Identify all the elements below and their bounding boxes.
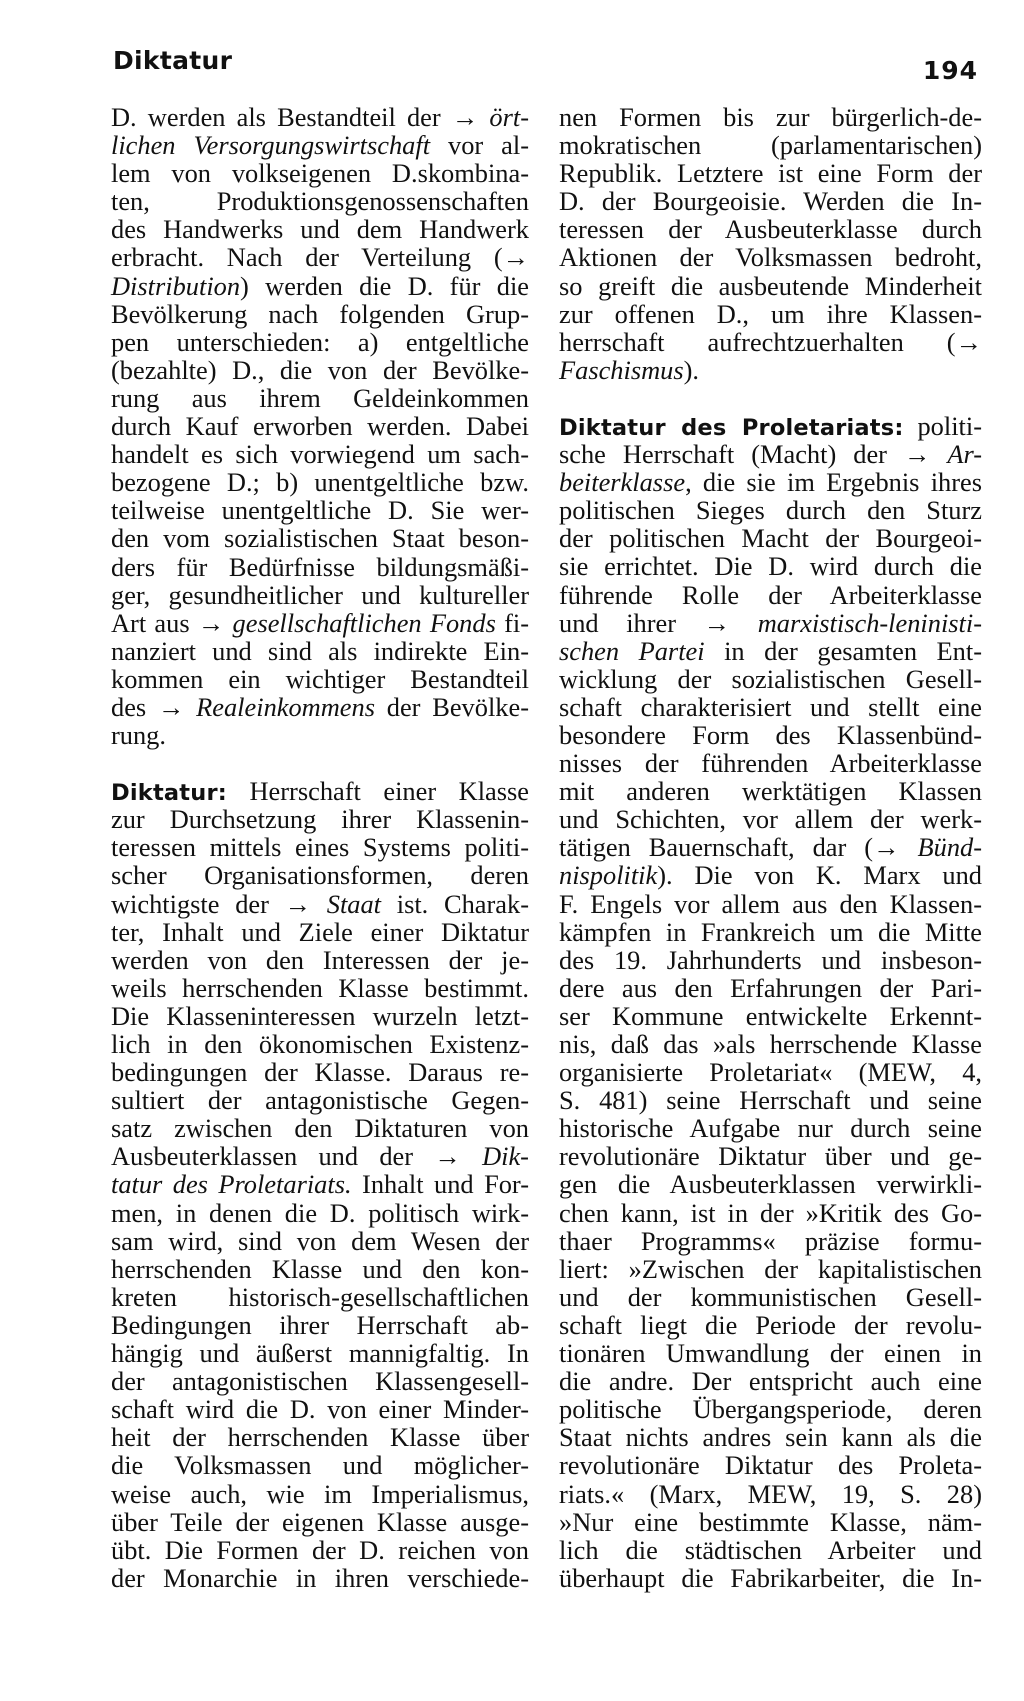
entry-diktatur-des-proletariats: Diktatur des Proletariats: politi- sche Herrschaft (Macht) der → Ar- beiterklasse, die sie im Ergebnis ihres politischen Sieges durch den Sturz der politischen Macht der Bourgeoi- sie errichtet. Die D. wird durch die führende Rolle der Arbeiterklasse und ihrer → marxistisch-leninisti- schen Partei in der gesamten Ent- wicklung der sozialistischen Gesell- schaft charakterisiert und stellt eine besondere Form des Klassenbünd- nisses der führenden Arbeiterklasse mit anderen werktätigen Klassen und Schichten, vor allem der werk- tätigen Bauernschaft, dar (→ Bünd- nispolitik). Die von K. Marx und F. Engels vor allem aus den Klassen- kämpfen in Frankreich um die Mitte des 19. Jahrhunderts und insbeson- dere aus den Erfahrungen der Pari- ser Kommune entwickelte Erkennt- nis, daß das »als herrschende Klasse organisierte Proletariat« (MEW, 4, S. 481) seine Herrschaft und seine historische Aufgabe nur durch seine revolutionäre Diktatur über und ge- gen die Ausbeuterklassen verwirkli- chen kann, ist in der »Kritik des Go- thaer Programms« präzise formu- liert: »Zwischen der kapitalistischen und der kommunistischen Gesell- schaft liegt die Periode der revolu- tionären Umwandlung der einen in die andre. Der entspricht auch eine politische Übergangsperiode, deren Staat nichts andres sein kann als die revolutionäre Diktatur des Proleta- riats.« (Marx, MEW, 19, S. 28) »Nur eine bestimmte Klasse, näm- lich die städtischen Arbeiter und überhaupt die Fabrikarbeiter, die In- bbox=[559, 410, 982, 1593]
cross-reference-arrow-icon: → bbox=[903, 439, 931, 470]
cross-reference-link[interactable]: schen Partei bbox=[559, 635, 705, 666]
entry-diktatur-continuation: nen Formen bis zur bürgerlich-de- mokratischen (parlamentarischen) Republik. Letztere ist eine Form der D. der Bourgeoisie. Werden die In- teressen der Ausbeuterklasse durch Aktionen der Volksmassen bedroht, so greift die ausbeutende Minderheit zur offenen D., um ihre Klassen- herrschaft aufrechtzuerhalten (→ Faschismus). bbox=[559, 102, 982, 385]
cross-reference-link[interactable]: Realeinkommens bbox=[196, 691, 375, 722]
entry-diktatur: Diktatur: Herrschaft einer Klasse zur Durchsetzung ihrer Klassenin- teressen mittels eines Systems politi- scher Organisationsformen, deren wichtigste der → Staat ist. Charak- ter, Inhalt und Ziele einer Diktatur werden von den Interessen der je- weils herrschenden Klasse bestimmt. Die Klasseninteressen wurzeln letzt- lich in den ökonomischen Existenz- bedingungen der Klasse. Daraus re- sultiert der antagonistische Gegen- satz zwischen den Diktaturen von Ausbeuterklassen und der → Dik- tatur des Proletariats. Inhalt und For- men, in denen die D. politisch wirk- sam wird, sind von dem Wesen der herrschenden Klasse und den kon- kreten historisch-gesellschaftlichen Bedingungen ihrer Herrschaft ab- hängig und äußerst mannigfaltig. In der antagonistischen Klassengesell- schaft wird die D. von einer Minder- heit der herrschenden Klasse über die Volksmassen und möglicher- weise auch, wie im Imperialismus, über Teile der eigenen Klasse ausge- übt. Die Formen der D. reichen von der Monarchie in ihren verschiede- bbox=[111, 776, 529, 1593]
cross-reference-arrow-icon: → bbox=[197, 607, 225, 638]
cross-reference-link[interactable]: Staat bbox=[326, 888, 382, 919]
cross-reference-link[interactable]: tatur des Proletariats. bbox=[111, 1169, 352, 1200]
cross-reference-link[interactable]: Faschismus bbox=[559, 354, 684, 385]
page-number: 194 bbox=[922, 56, 978, 85]
cross-reference-arrow-icon: → bbox=[284, 888, 312, 919]
cross-reference-link[interactable]: Bünd- bbox=[917, 832, 982, 863]
cross-reference-arrow-icon: → bbox=[703, 607, 731, 638]
cross-reference-link[interactable]: Dik- bbox=[482, 1141, 529, 1172]
cross-reference-arrow-icon: → bbox=[157, 691, 185, 722]
left-column bbox=[111, 103, 529, 1592]
cross-reference-arrow-icon: → bbox=[955, 326, 982, 357]
cross-reference-link[interactable]: lichen Versorgungswirtschaft bbox=[111, 130, 431, 161]
cross-reference-link[interactable]: Ar- bbox=[947, 439, 982, 470]
cross-reference-link[interactable]: gesellschaftlichen Fonds bbox=[232, 607, 496, 638]
cross-reference-link[interactable]: marxistisch-leninisti- bbox=[757, 607, 982, 638]
cross-reference-link[interactable]: beiterklasse bbox=[559, 467, 686, 498]
headword: Diktatur des Proletariats: bbox=[559, 414, 904, 441]
cross-reference-link[interactable]: nispolitik bbox=[559, 860, 658, 891]
running-head: Diktatur bbox=[113, 46, 233, 75]
cross-reference-arrow-icon: → bbox=[502, 242, 529, 273]
entry-dienstleistungen-continuation: D. werden als Bestandteil der → ört- lichen Versorgungswirtschaft vor al- lem von volkseigenen D.skombina- ten, Produktionsgenossenschaften des Handwerks und dem Handwerk erbracht. Nach der Verteilung (→ Distribution) werden die D. für die Bevölkerung nach folgenden Grup- pen unterschieden: a) entgeltliche (bezahlte) D., die von der Bevölke- rung aus ihrem Geldeinkommen durch Kauf erworben werden. Dabei handelt es sich vorwiegend um sach- bezogene D.; b) unentgeltliche bzw. teilweise unentgeltliche D. Sie wer- den vom sozialistischen Staat beson- ders für Bedürfnisse bildungsmäßi- ger, gesundheitlicher und kultureller Art aus → gesellschaftlichen Fonds fi- nanziert und sind als indirekte Ein- kommen ein wichtiger Bestandteil des → Realeinkommens der Bevölke- rung. bbox=[111, 102, 530, 751]
cross-reference-arrow-icon: → bbox=[451, 102, 479, 132]
right-column bbox=[559, 103, 982, 1592]
cross-reference-arrow-icon: → bbox=[434, 1141, 461, 1172]
cross-reference-link[interactable]: ört- bbox=[489, 102, 529, 132]
headword: Diktatur: bbox=[111, 780, 227, 807]
cross-reference-link[interactable]: Distribution bbox=[111, 270, 241, 301]
cross-reference-arrow-icon: → bbox=[873, 832, 900, 863]
